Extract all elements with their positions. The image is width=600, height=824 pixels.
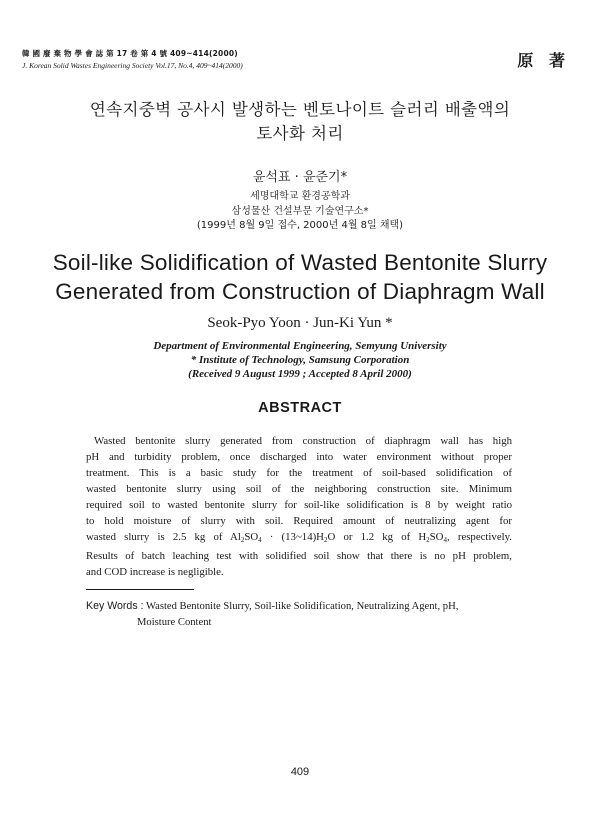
formula-text: · (13~14)H bbox=[261, 531, 324, 543]
subscript: 4 bbox=[443, 536, 447, 544]
journal-header bbox=[22, 48, 243, 72]
abstract-line: treatment. This is a basic study for the treatment of soil-based solidification of bbox=[86, 467, 512, 479]
korean-title-line1: 연속지중벽 공사시 발생하는 벤토나이트 슬러리 배출액의 bbox=[89, 100, 511, 119]
abstract-line: and COD increase is negligible. bbox=[86, 566, 224, 578]
english-affiliations bbox=[0, 339, 600, 381]
english-title-line1: Soil-like Solidification of Wasted Bentonite Slurry bbox=[52, 250, 548, 275]
korean-authors: 윤석표 · 윤준기* bbox=[252, 170, 348, 185]
keywords-line2: Moisture Content bbox=[137, 617, 212, 628]
english-authors: Seok-Pyo Yoon · Jun-Ki Yun * bbox=[207, 315, 393, 331]
korean-affiliation-1: 세명대학교 환경공학과 bbox=[250, 191, 350, 202]
formula-text: wasted slurry is 2.5 kg of Al bbox=[86, 531, 241, 543]
korean-dates: (1999년 8월 9일 접수, 2000년 4월 8일 채택) bbox=[196, 220, 404, 231]
subscript: 4 bbox=[258, 536, 262, 544]
subscript: 2 bbox=[240, 536, 245, 544]
english-affiliation-2: * Institute of Technology, Samsung Corporation bbox=[190, 354, 410, 366]
article-type-badge: 原 著 bbox=[517, 51, 570, 70]
english-title bbox=[0, 248, 600, 306]
keywords-label: Key Words : bbox=[86, 600, 144, 612]
abstract-line-formula bbox=[86, 529, 512, 548]
abstract-line: wasted bentonite slurry using soil of the neighboring construction site. Minimum bbox=[86, 483, 512, 495]
journal-citation-korean: 韓 國 廢 棄 物 學 會 誌 第 17 卷 第 4 號 409~414(2000) bbox=[22, 49, 238, 58]
english-dates: (Received 9 August 1999 ; Accepted 8 April 2000) bbox=[188, 368, 412, 380]
subscript: 2 bbox=[323, 536, 328, 544]
english-title-line2: Generated from Construction of Diaphragm Wall bbox=[55, 279, 545, 304]
keywords-line1: Wasted Bentonite Slurry, Soil-like Solidification, Neutralizing Agent, pH, bbox=[145, 601, 459, 612]
abstract-line: pH and turbidity problem, once discharged into water environment without proper bbox=[86, 451, 512, 463]
abstract-line: to hold moisture of slurry with soil. Required amount of neutralizing agent for bbox=[86, 515, 512, 527]
journal-citation-english: J. Korean Solid Wastes Engineering Society Vol.17, No.4, 409~414(2000) bbox=[22, 61, 243, 70]
abstract-body bbox=[86, 433, 512, 580]
korean-affiliation-2: 삼성물산 건설부문 기술연구소* bbox=[231, 205, 369, 217]
english-affiliation-1: Department of Environmental Engineering, Semyung University bbox=[153, 340, 447, 352]
abstract-line: required soil to wasted bentonite slurry for soil-like solidification is 8 by weight ratio bbox=[86, 499, 512, 511]
formula-text: O or 1.2 kg of H bbox=[327, 531, 427, 543]
korean-affiliations bbox=[0, 190, 600, 234]
subscript: 2 bbox=[426, 536, 430, 544]
formula-text: SO bbox=[244, 531, 259, 543]
keywords-divider bbox=[86, 589, 194, 590]
formula-text: , respectively. bbox=[446, 531, 513, 543]
korean-title-line2: 토사화 처리 bbox=[256, 124, 344, 143]
korean-title bbox=[0, 98, 600, 146]
keywords-block bbox=[86, 598, 516, 631]
formula-text: SO bbox=[429, 531, 444, 543]
abstract-heading: ABSTRACT bbox=[258, 400, 342, 416]
page-number: 409 bbox=[290, 766, 310, 778]
abstract-line: Wasted bentonite slurry generated from construction of diaphragm wall has high bbox=[94, 435, 512, 447]
abstract-line: Results of batch leaching test with solidified soil show that there is no pH problem, bbox=[86, 550, 512, 562]
